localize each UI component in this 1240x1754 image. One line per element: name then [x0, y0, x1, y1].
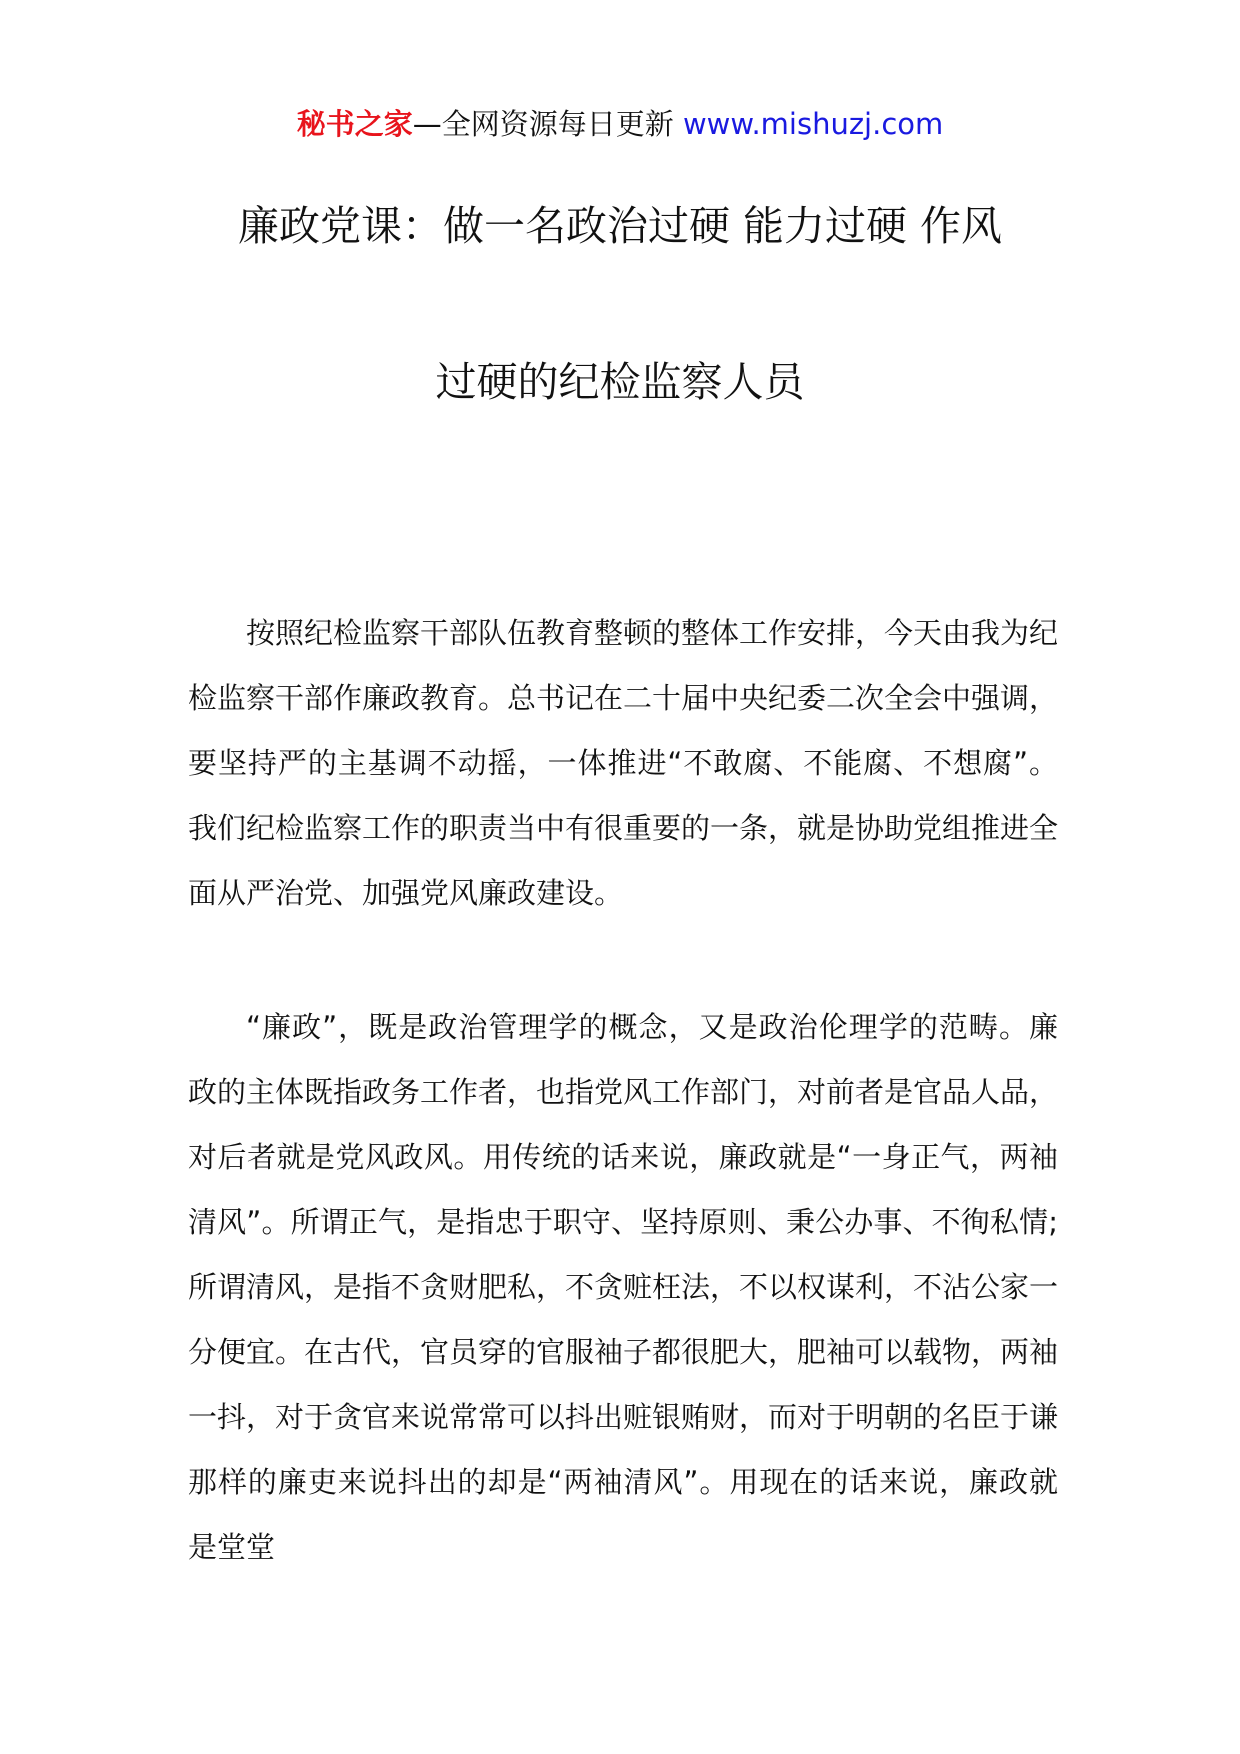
- document-title-line-1: 廉政党课：做一名政治过硬 能力过硬 作风: [237, 202, 1003, 250]
- header-tagline: —全网资源每日更新: [412, 107, 674, 141]
- body-paragraph-1: 按照纪检监察干部队伍教育整顿的整体工作安排，今天由我为纪检监察干部作廉政教育。总书记在二十届中央纪委二次全会中强调，要坚持严的主基调不动摇，一体推进“不敢腐、不能腐、不想腐”。我们纪检监察工作的职责当中有很重要的一条，就是协助党组推进全面从严治党、加强党风廉政建设。: [188, 616, 1059, 910]
- document-title-line-2: 过硬的纪检监察人员: [435, 358, 805, 406]
- site-header: [0, 100, 1240, 148]
- body-paragraph-2: “廉政”，既是政治管理学的概念，又是政治伦理学的范畴。廉政的主体既指政务工作者，也指党风工作部门，对前者是官品人品，对后者就是党风政风。用传统的话来说，廉政就是“一身正气，两袖清风”。所谓正气，是指忠于职守、坚持原则、秉公办事、不徇私情;所谓清风，是指不贪财肥私，不贪赃枉法，不以权谋利，不沾公家一分便宜。在古代，官员穿的官服袖子都很肥大，肥袖可以载物，两袖一抖，对于贪官来说常常可以抖出赃银贿财，而对于明朝的名臣于谦那样的廉吏来说抖出的却是“两袖清风”。用现在的话来说，廉政就是堂堂: [188, 1010, 1059, 1564]
- site-url-link[interactable]: www.mishuzj.com: [682, 107, 944, 141]
- brand-name: 秘书之家: [296, 107, 413, 141]
